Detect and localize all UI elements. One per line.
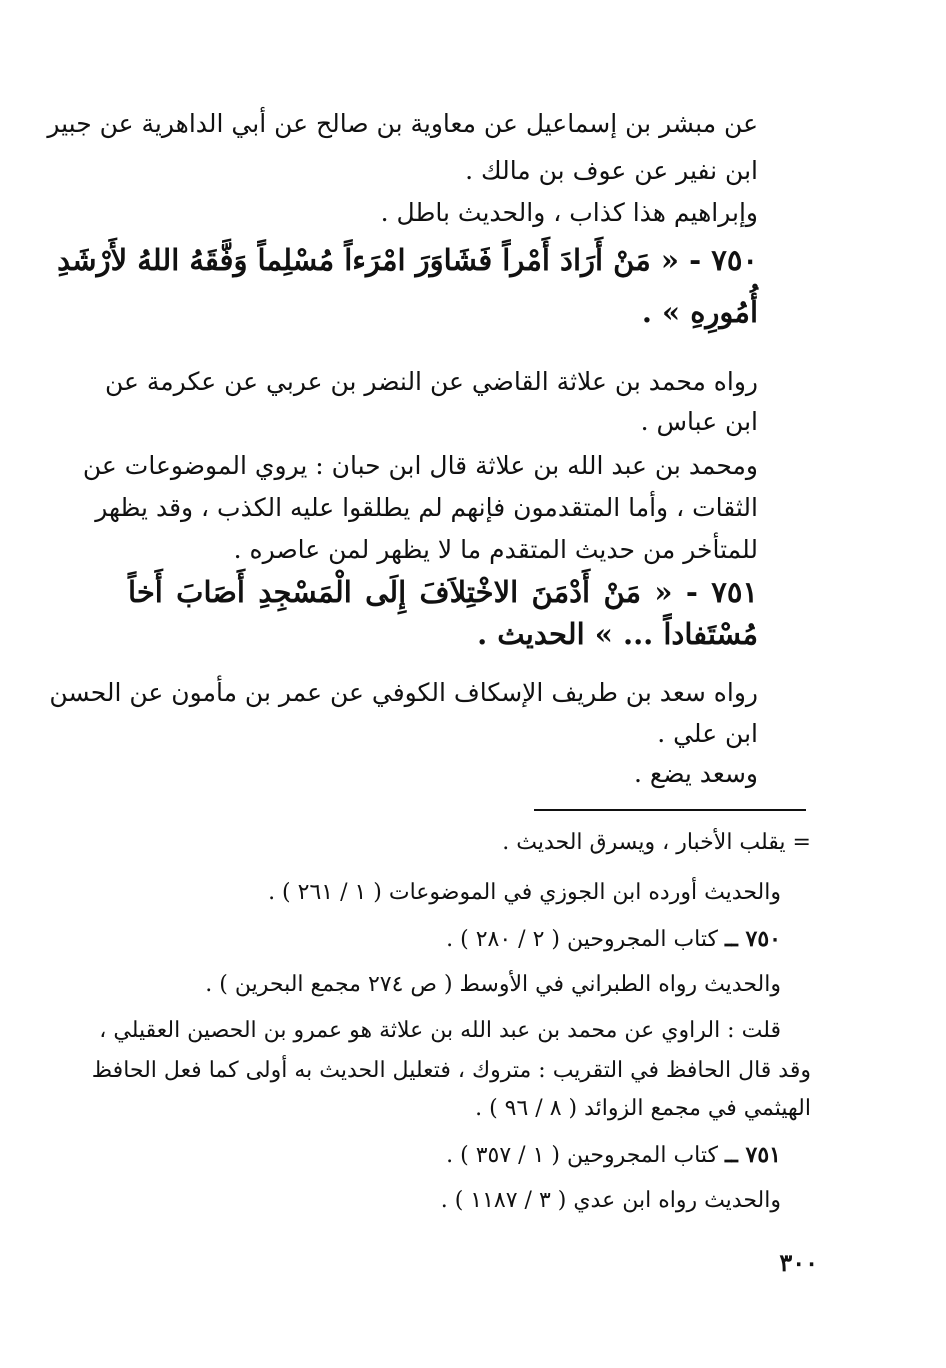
footnote-number: ٧٥٠ ــ — [724, 926, 781, 952]
text-line: ابن عباس . — [640, 407, 758, 436]
hadith-751-heading-continuation: مُسْتَفاداً ... » الحديث . — [477, 617, 758, 651]
text-line: عن مبشر بن إسماعيل عن معاوية بن صالح عن أبي الداهرية عن جبير — [47, 109, 758, 138]
text-line: رواه محمد بن علاثة القاضي عن النضر بن عربي عن عكرمة عن — [104, 367, 758, 396]
text-line: وسعد يضع . — [634, 759, 758, 788]
hadith-751-heading — [128, 570, 758, 614]
footnote-line: والحديث رواه الطبراني في الأوسط ( ص ٢٧٤ مجمع البحرين ) . — [205, 972, 781, 997]
hadith-750-heading — [57, 238, 758, 282]
footnote-750 — [121, 922, 781, 957]
footnote-line: قلت : الراوي عن محمد بن عبد الله بن علاثة هو عمرو بن الحصين العقيلي ، — [99, 1018, 781, 1043]
page-number: ٣٠٠ — [779, 1248, 818, 1277]
text-line: ومحمد بن عبد الله بن علاثة قال ابن حبان : يروي الموضوعات عن — [82, 451, 758, 480]
footnote-text: كتاب المجروحين ( ٢ / ٢٨٠ ) . — [446, 927, 718, 952]
footnote-line: وقد قال الحافظ في التقريب : متروك ، فتعليل الحديث به أولى كما فعل الحافظ — [91, 1058, 811, 1083]
hadith-750-heading-continuation: أُمُورِهِ » . — [641, 295, 758, 329]
text-line: رواه سعد بن طريف الإسكاف الكوفي عن عمر بن مأمون عن الحسن — [49, 678, 758, 707]
footnote-line: الهيثمي في مجمع الزوائد ( ٨ / ٩٦ ) . — [475, 1096, 811, 1121]
hadith-number: ٧٥٠ - — [689, 243, 758, 277]
footnote-number: ٧٥١ ــ — [724, 1142, 781, 1168]
footnote-line: = يقلب الأخبار ، ويسرق الحديث . — [502, 830, 811, 855]
footnote-line: والحديث أورده ابن الجوزي في الموضوعات ( ١ / ٢٦١ ) . — [268, 880, 781, 905]
footnote-separator — [534, 809, 806, 811]
footnote-line: والحديث رواه ابن عدي ( ٣ / ١١٨٧ ) . — [440, 1188, 781, 1213]
hadith-text: « مَنْ أَرَادَ أَمْراً فَشَاوَرَ امْرَءاً مُسْلِماً وَفَّقَهُ اللهُ لأَرْشَدِ — [57, 243, 680, 277]
footnote-text: كتاب المجروحين ( ١ / ٣٥٧ ) . — [446, 1143, 718, 1168]
footnote-751 — [121, 1138, 781, 1173]
hadith-text: « مَنْ أَدْمَنَ الاخْتِلاَفَ إِلَى الْمَسْجِدِ أَصَابَ أَخاً — [128, 575, 673, 609]
text-line: وإبراهيم هذا كذاب ، والحديث باطل . — [380, 198, 758, 227]
text-line: للمتأخر من حديث المتقدم ما لا يظهر لمن عاصره . — [233, 535, 758, 564]
text-line: ابن علي . — [657, 719, 758, 748]
hadith-number: ٧٥١ - — [685, 575, 758, 609]
text-line: الثقات ، وأما المتقدمون فإنهم لم يطلقوا عليه الكذب ، وقد يظهر — [95, 493, 758, 522]
text-line: ابن نفير عن عوف بن مالك . — [465, 156, 758, 185]
